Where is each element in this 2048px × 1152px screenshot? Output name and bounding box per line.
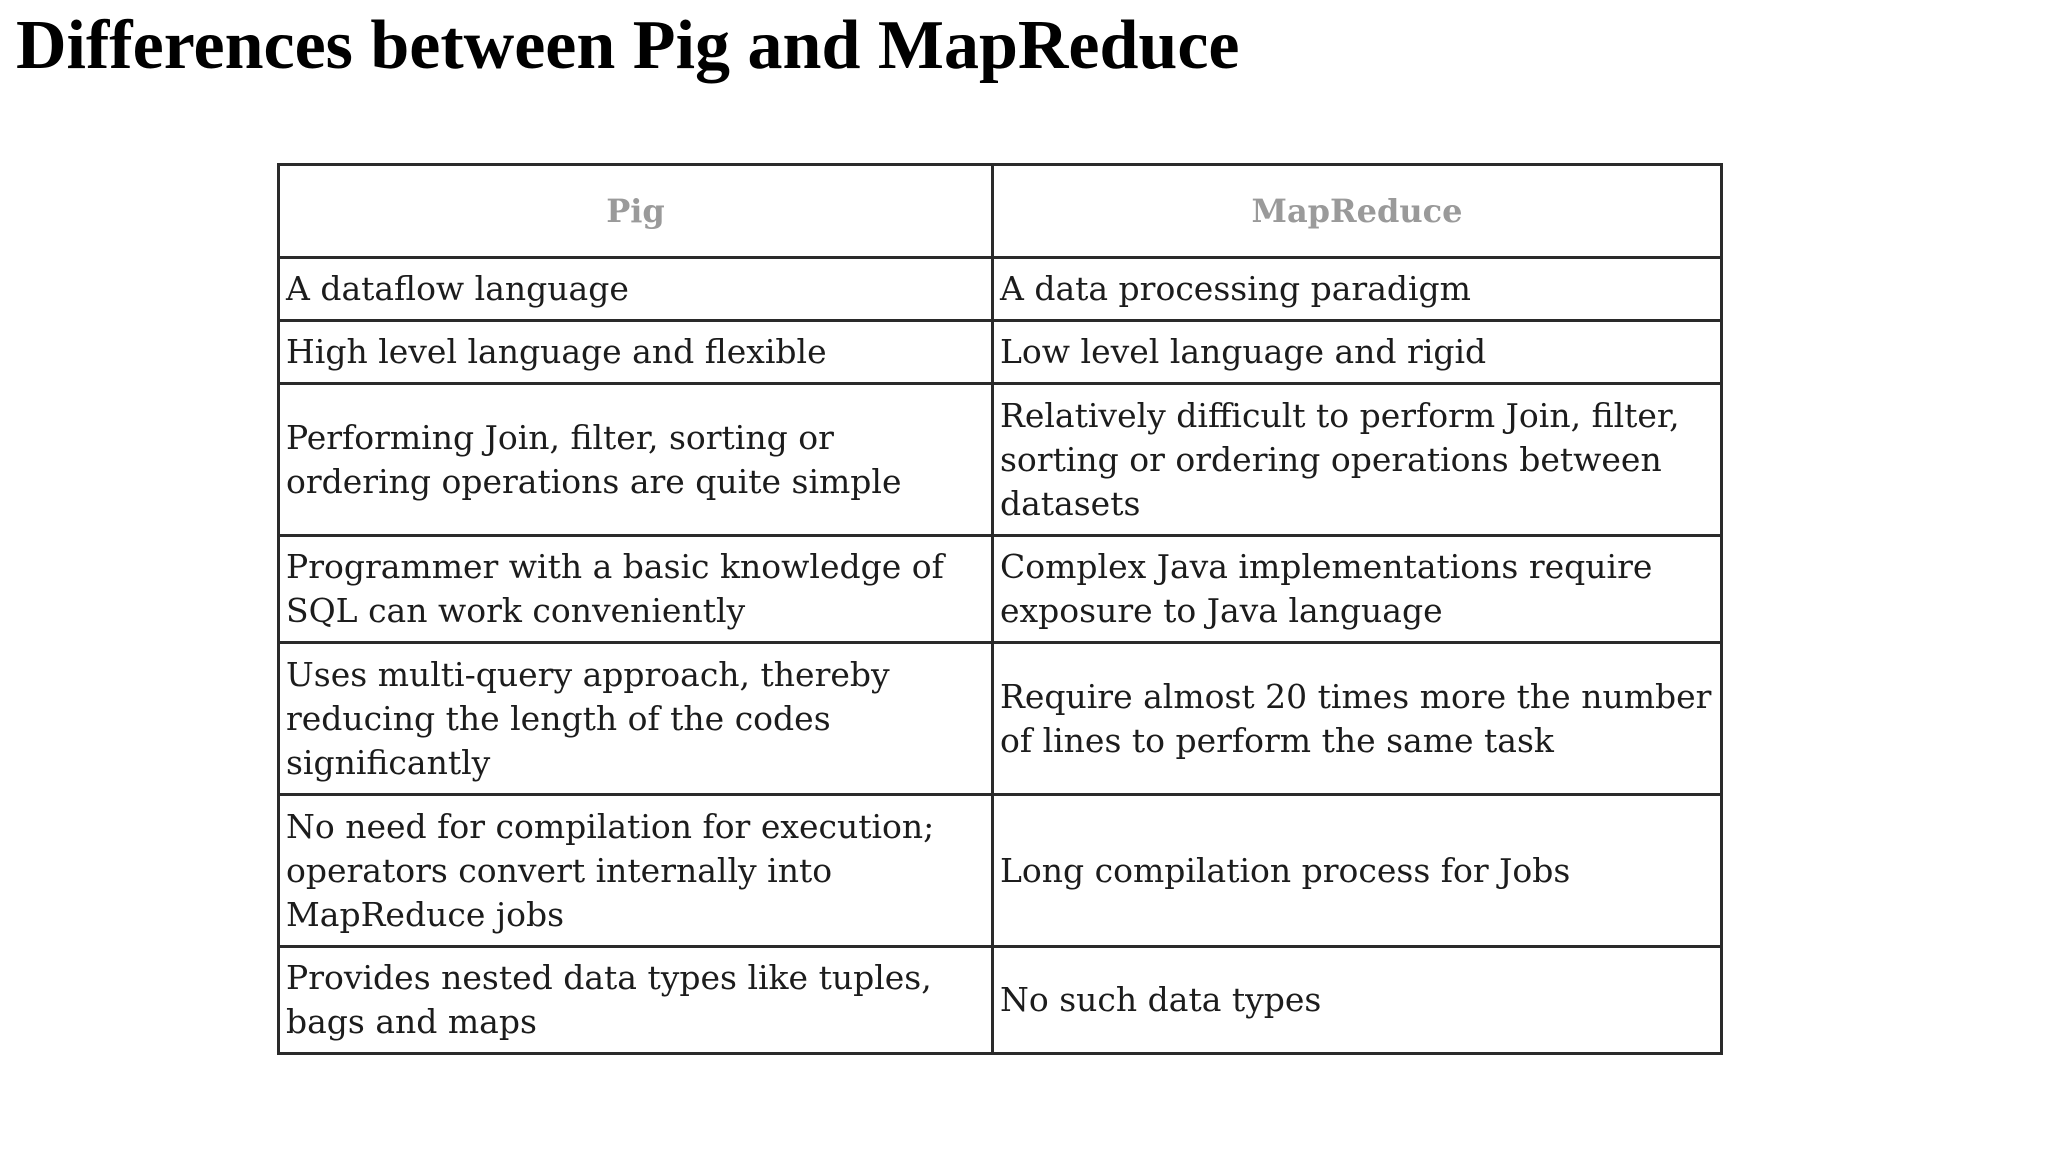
table-row [279, 258, 1722, 321]
table-row [279, 384, 1722, 536]
column-header-pig: Pig [279, 165, 993, 258]
page-title: Differences between Pig and MapReduce [16, 7, 1240, 84]
table-row [279, 643, 1722, 795]
pig-cell: No need for compilation for execution; operators convert internally into MapReduce jobs [279, 795, 993, 947]
pig-cell: Programmer with a basic knowledge of SQL can work conveniently [279, 536, 993, 643]
table-row [279, 795, 1722, 947]
pig-cell: A dataflow language [279, 258, 993, 321]
mapreduce-cell: No such data types [993, 947, 1722, 1054]
pig-cell: Provides nested data types like tuples, bags and maps [279, 947, 993, 1054]
mapreduce-cell: Complex Java implementations require exposure to Java language [993, 536, 1722, 643]
pig-cell: Uses multi-query approach, thereby reducing the length of the codes significantly [279, 643, 993, 795]
mapreduce-cell: Relatively difficult to perform Join, filter, sorting or ordering operations between datasets [993, 384, 1722, 536]
table-header-row [279, 165, 1722, 258]
mapreduce-cell: Low level language and rigid [993, 321, 1722, 384]
mapreduce-cell: Long compilation process for Jobs [993, 795, 1722, 947]
comparison-table-image [277, 163, 1720, 1055]
table-row [279, 321, 1722, 384]
pig-cell: High level language and flexible [279, 321, 993, 384]
mapreduce-cell: Require almost 20 times more the number of lines to perform the same task [993, 643, 1722, 795]
column-header-mapreduce: MapReduce [993, 165, 1722, 258]
pig-cell: Performing Join, filter, sorting or ordering operations are quite simple [279, 384, 993, 536]
table-row [279, 536, 1722, 643]
mapreduce-cell: A data processing paradigm [993, 258, 1722, 321]
comparison-table [277, 163, 1723, 1055]
table-row [279, 947, 1722, 1054]
